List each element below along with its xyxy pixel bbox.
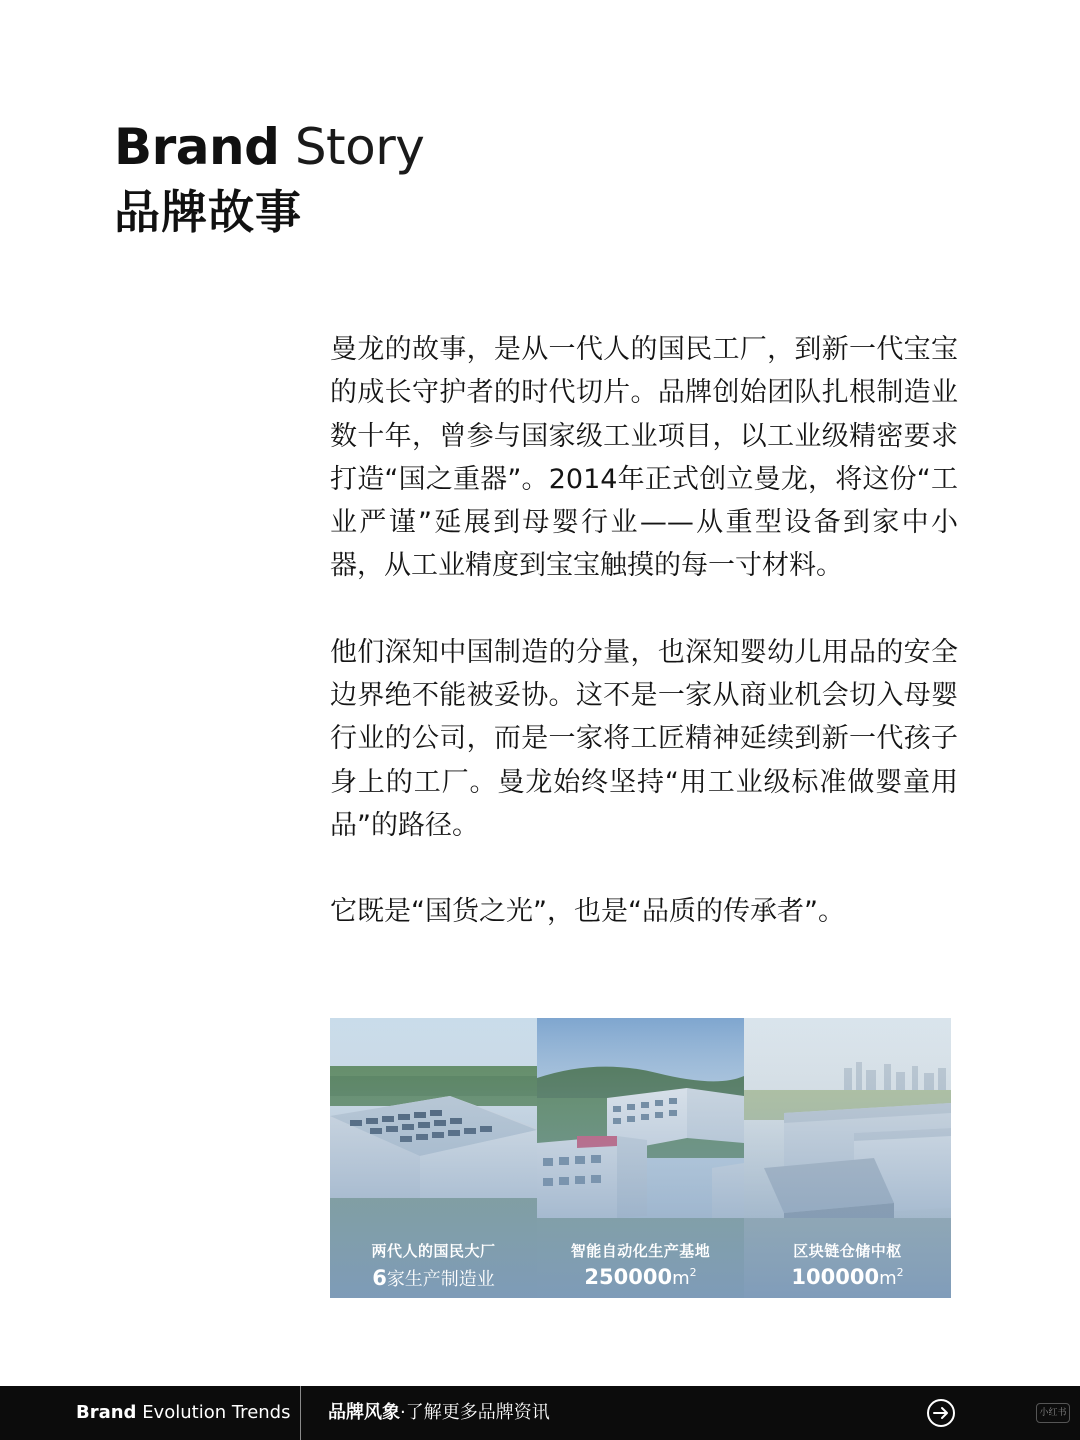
footer-cn-rest: ·了解更多品牌资讯 xyxy=(400,1402,550,1423)
footer-divider xyxy=(300,1386,301,1440)
footer-brand xyxy=(76,1386,290,1440)
story-paragraph-3: 它既是“国货之光”，也是“品质的传承者”。 xyxy=(330,896,845,928)
story-body xyxy=(330,328,958,934)
photo-1-label: 两代人的国民大厂 xyxy=(371,1242,496,1260)
photo-3-value: $100000m^2$ xyxy=(791,1265,904,1289)
factory-photo-1 xyxy=(330,1018,537,1298)
footer-brand-rest: Evolution Trends xyxy=(142,1402,291,1423)
page-title-cn: 品牌故事 xyxy=(114,185,302,239)
title-en-light: Story xyxy=(294,118,425,176)
factory-photo-strip xyxy=(330,1018,951,1298)
page-title-en xyxy=(114,118,424,176)
story-paragraph-1: 曼龙的故事，是从一代人的国民工厂，到新一代宝宝的成长守护者的时代切片。品牌创始团队扎根制造业数十年，曾参与国家级工业项目，以工业级精密要求打造“国之重器”。2014年正式创立曼龙，将这份“工业严谨”延展到母婴行业——从重型设备到家中小器，从工业精度到宝宝触摸的每一寸材料。 xyxy=(330,334,958,582)
watermark: 小红书 xyxy=(1036,1403,1070,1423)
footer-brand-bold: Brand xyxy=(76,1402,137,1423)
factory-photo-2 xyxy=(537,1018,744,1298)
footer-bar xyxy=(0,1386,1080,1440)
title-en-bold: Brand xyxy=(114,118,280,176)
photo-3-label: 区块链仓储中枢 xyxy=(793,1242,902,1260)
photo-2-label: 智能自动化生产基地 xyxy=(570,1242,711,1260)
photo-2-value: $250000m^2$ xyxy=(584,1265,697,1289)
story-paragraph-2: 他们深知中国制造的分量，也深知婴幼儿用品的安全边界绝不能被妥协。这不是一家从商业机会切入母婴行业的公司，而是一家将工匠精神延续到新一代孩子身上的工厂。曼龙始终坚持“用工业级标准做婴童用品”的路径。 xyxy=(330,636,958,841)
factory-photo-3 xyxy=(744,1018,951,1298)
footer-link-text[interactable] xyxy=(328,1386,550,1440)
footer-cn-bold: 品牌风象 xyxy=(328,1402,400,1423)
arrow-right-icon[interactable] xyxy=(927,1399,955,1427)
photo-1-value: 6家生产制造业 xyxy=(372,1266,495,1290)
